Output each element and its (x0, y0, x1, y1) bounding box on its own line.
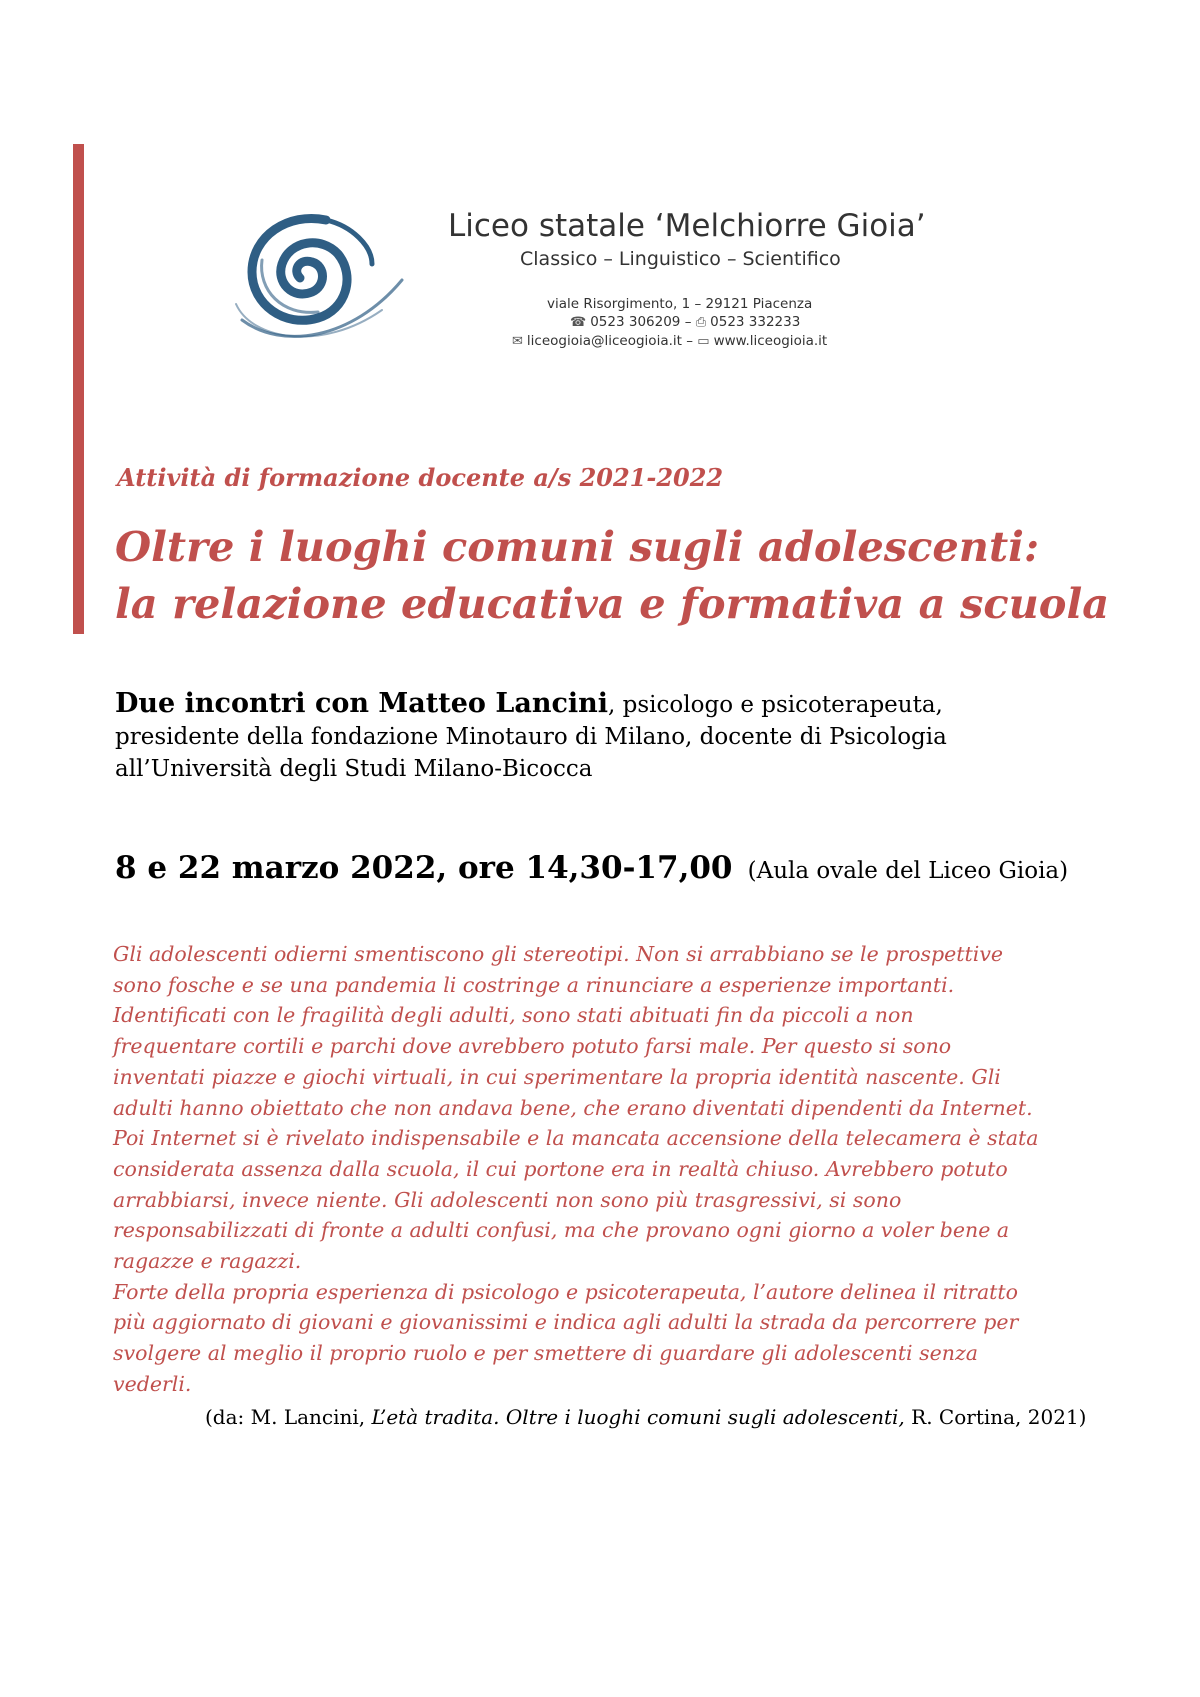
abstract-line: frequentare cortili e parchi dove avrebbero potuto farsi male. Per questo si sono (113, 1034, 952, 1059)
abstract-line: Poi Internet si è rivelato indispensabile e la mancata accensione della telecamera è stata (113, 1126, 1039, 1151)
speaker-lead: Due incontri con Matteo Lancini (115, 688, 609, 719)
abstract-line: Forte della propria esperienza di psicologo e psicoterapeuta, l’autore delinea il ritratto (113, 1279, 1018, 1304)
event-where: (Aula ovale del Liceo Gioia) (747, 858, 1069, 884)
abstract-line: ragazze e ragazzi. (113, 1249, 302, 1274)
speaker-affiliation: presidente della fondazione Minotauro di Milano, docente di Psicologia (115, 724, 947, 750)
spiral-logo-icon (222, 200, 407, 350)
fax-icon: ⎙ (695, 315, 707, 330)
fax-number: 0523 332233 (710, 314, 801, 330)
speaker-intro (115, 688, 1115, 785)
abstract-line: vederli. (113, 1371, 192, 1396)
email-link[interactable]: liceogioia@liceogioia.it (526, 333, 682, 349)
abstract-line: Identificati con le fragilità degli adulti, sono stati abituati fin da piccoli a non (113, 1003, 914, 1028)
school-name: Liceo statale ‘Melchiorre Gioia’ (448, 208, 926, 244)
school-header (448, 206, 1008, 272)
phone-icon: ☎ (570, 315, 587, 330)
address: viale Risorgimento, 1 – 29121 Piacenza (547, 296, 813, 312)
abstract-line: considerata assenza dalla scuola, il cui portone era in realtà chiuso. Avrebbero potuto (113, 1156, 1008, 1181)
school-contacts (512, 295, 827, 351)
email-web-line: ✉ liceogioia@liceogioia.it – ▭ www.liceogioia.it (512, 333, 828, 349)
citation-book-title: L’età tradita. Oltre i luoghi comuni sugli adolescenti, (371, 1405, 905, 1429)
phone-number: 0523 306209 (590, 314, 681, 330)
event-dates (115, 850, 1068, 886)
abstract-line: Gli adolescenti odierni smentiscono gli stereotipi. Non si arrabbiano se le prospettive (113, 942, 1004, 966)
title-line: Oltre i luoghi comuni sugli adolescenti: (115, 522, 1040, 571)
abstract-line: più aggiornato di giovani e giovanissimi e indica agli adulti la strada da percorrere per (113, 1310, 1019, 1335)
course-subtitle: Attività di formazione docente a/s 2021-2022 (117, 463, 724, 492)
phone-fax-line: ☎ 0523 306209 – ⎙ 0523 332233 (570, 314, 801, 330)
abstract-line: arrabbiarsi, invece niente. Gli adolescenti non sono più trasgressivi, si sono (113, 1187, 902, 1212)
event-title (115, 518, 1109, 632)
abstract-line: inventati piazze e giochi virtuali, in cui sperimentare la propria identità nascente. Gli (113, 1064, 1001, 1089)
abstract-line: svolgere al meglio il proprio ruolo e per smettere di guardare gli adolescenti senza (113, 1341, 979, 1366)
accent-bar (73, 144, 84, 634)
abstract-line: adulti hanno obiettato che non andava bene, che erano diventati dipendenti da Internet. (113, 1095, 1033, 1120)
school-types: Classico – Linguistico – Scientifico (520, 248, 841, 270)
citation-prefix: (da: M. Lancini, (205, 1405, 372, 1429)
title-line: la relazione educativa e formativa a scuola (115, 579, 1110, 628)
website-link[interactable]: www.liceogioia.it (713, 333, 828, 349)
book-citation (205, 1405, 1086, 1429)
speaker-role: , psicologo e psicoterapeuta, (608, 692, 943, 718)
citation-suffix: R. Cortina, 2021) (904, 1405, 1087, 1429)
abstract-line: sono fosche e se una pandemia li costringe a rinunciare a esperienze importanti. (113, 972, 955, 997)
speaker-university: all’Università degli Studi Milano-Bicocca (115, 756, 593, 782)
abstract-line: responsabilizzati di fronte a adulti confusi, ma che provano ogni giorno a voler bene a (113, 1218, 1010, 1243)
event-when: 8 e 22 marzo 2022, ore 14,30-17,00 (115, 850, 733, 886)
book-abstract (113, 939, 1113, 1400)
computer-icon: ▭ (697, 334, 710, 349)
mail-icon: ✉ (512, 334, 523, 349)
